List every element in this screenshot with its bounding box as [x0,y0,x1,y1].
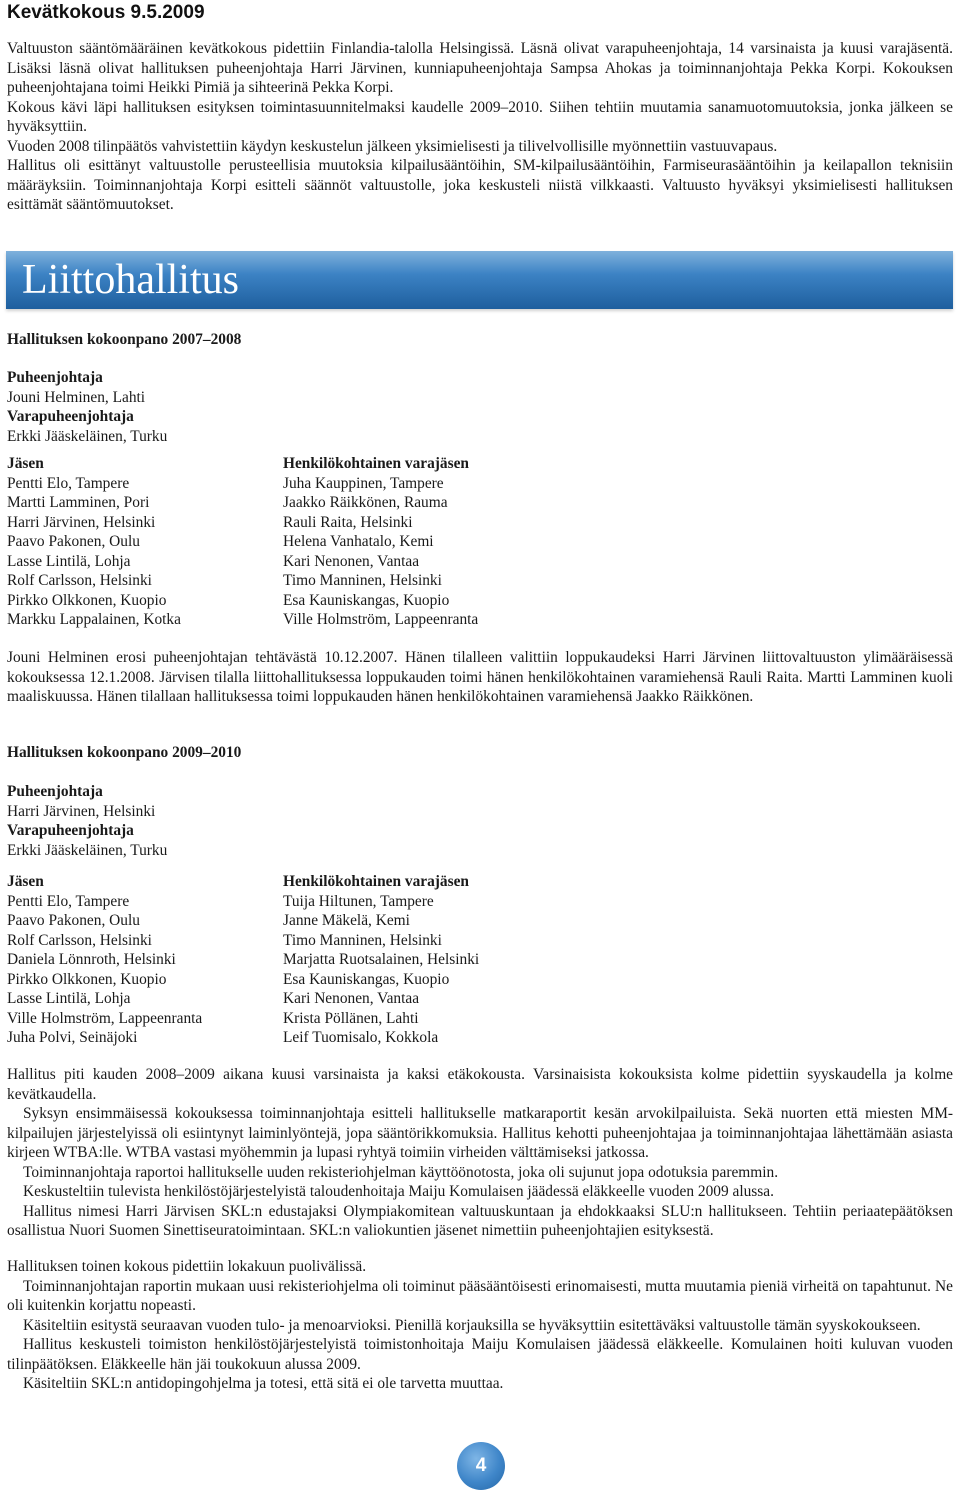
board-2009-heading: Hallituksen kokoonpano 2009–2010 [7,744,242,761]
list-item: Timo Manninen, Helsinki [283,572,442,589]
member-column-header: Jäsen [7,455,44,472]
chair-label: Puheenjohtaja [7,783,103,800]
board-activities-part-2 [7,1257,953,1394]
list-item: Pirkko Olkkonen, Kuopio [7,970,167,988]
board-2009-members [7,872,202,1048]
paragraph: Hallitus oli esittänyt valtuustolle perusteellisia muutoksia kilpailusääntöihin, SM-kilpailusääntöihin, Farmiseurasääntöihin ja keilapallon teknisiin määräyksiin. Toiminnanjohtaja Korpi esitteli säännöt valtuustolle, joka keskusteli niistä vilkkaasti. Valtuusto hyväksyi yksimielisesti hallituksen esittämät sääntömuutokset. [7,157,953,213]
list-item: Marjatta Ruotsalainen, Helsinki [283,951,480,968]
chair-name: Harri Järvinen, Helsinki [7,802,156,820]
list-item: Juha Polvi, Seinäjoki [7,1029,138,1046]
list-item: Tuija Hiltunen, Tampere [283,892,434,910]
list-item: Esa Kauniskangas, Kuopio [283,591,450,609]
section-title: Kevätkokous 9.5.2009 [7,2,205,23]
banner-title: Liittohallitus [22,257,239,303]
spring-meeting-text [7,39,953,215]
list-item: Juha Kauppinen, Tampere [283,474,444,492]
paragraph: Toiminnanjohtajan raportin mukaan uusi rekisteriohjelma oli toiminut pääsääntöisesti erinomaisesti, mutta muutamia pieniä virheitä on tapahtunut. Ne oli kuitenkin korjattu nopeasti. [7,1277,953,1314]
list-item: Krista Pöllänen, Lahti [283,1009,419,1027]
chair-label: Puheenjohtaja [7,369,103,386]
board-2007-deputies [283,454,478,630]
list-item: Paavo Pakonen, Oulu [7,912,140,929]
list-item: Leif Tuomisalo, Kokkola [283,1029,439,1046]
list-item: Kari Nenonen, Vantaa [283,990,420,1007]
list-item: Jaakko Räikkönen, Rauma [283,494,448,511]
paragraph: Valtuuston sääntömääräinen kevätkokous pidettiin Finlandia-talolla Helsingissä. Läsnä olivat varapuheenjohtaja, 14 varsinaista ja kuusi varajäsentä. Lisäksi läsnä olivat hallituksen puheenjohtaja Harri Järvinen, kunniapuheenjohtaja Sampsa Ahokas ja toiminnanjohtaja Pekka Korpi. Kokouksen puheenjohtajana toimi Heikki Pimiä ja sihteerinä Pekka Korpi. [7,40,953,96]
list-item: Pentti Elo, Tampere [7,474,130,492]
list-item: Martti Lamminen, Pori [7,494,150,511]
vice-chair-label: Varapuheenjohtaja [7,822,134,839]
vice-chair-label: Varapuheenjohtaja [7,408,134,425]
paragraph: Hallituksen toinen kokous pidettiin lokakuun puolivälissä. [7,1258,367,1275]
member-column-header: Jäsen [7,873,44,890]
chair-name: Jouni Helminen, Lahti [7,388,146,406]
section-banner [6,251,953,309]
list-item: Janne Mäkelä, Kemi [283,912,410,929]
list-item: Kari Nenonen, Vantaa [283,552,420,570]
list-item: Markku Lappalainen, Kotka [7,611,181,628]
board-2007-members [7,454,181,630]
paragraph: Toiminnanjohtaja raportoi hallitukselle uuden rekisteriohjelman käyttöönotosta, joka oli sujunut jopa odotuksia paremmin. [23,1163,779,1181]
paragraph: Kokous kävi läpi hallituksen esityksen toimintasuunnitelmaksi kaudelle 2009–2010. Siihen tehtiin muutamia sanamuotomuutoksia, jonka jälkeen se hyväksyttiin. [7,98,953,135]
deputy-column-header: Henkilökohtainen varajäsen [283,455,469,472]
list-item: Rolf Carlsson, Helsinki [7,572,152,589]
list-item: Pirkko Olkkonen, Kuopio [7,591,167,609]
paragraph: Keskusteltiin tulevista henkilöstöjärjestelyistä taloudenhoitaja Maiju Komulaisen jäädessä eläkkeelle vuoden 2009 alussa. [23,1183,774,1200]
list-item: Ville Holmström, Lappeenranta [283,611,479,628]
list-item: Timo Manninen, Helsinki [283,931,442,949]
paragraph: Hallitus nimesi Harri Järvisen SKL:n edustajaksi Olympiakomitean valtuuskuntaan ja ehdokkaaksi SLU:n hallitukseen. Tehtiin periaatepäätöksen osallistua Nuori Suomen Sinettiseuratoimintaan. SKL:n valiokuntien jäsenet nimettiin puheenjohtajien esityksestä. [7,1202,953,1239]
paragraph: Hallitus piti kauden 2008–2009 aikana kuusi varsinaista ja kaksi etäkokousta. Varsinaisista kokouksista kolme pidettiin syyskaudella ja kolme kevätkaudella. [7,1066,953,1103]
paragraph: Syksyn ensimmäisessä kokouksessa toiminnanjohtaja esitteli hallitukselle matkaraportit kesän arvokilpailuista. Sekä nuorten että miesten MM-kilpailujen järjestelyissä oli esiintynyt laiminlyöntejä, jopa sääntörikkomuksia. Hallitus kehotti puheenjohtajaa ja toiminnanjohtajaa lähettämään asiasta kirjeen WTBA:lle. WTBA vastasi myöhemmin ja lupasi ryhtyä toimiin virheiden välttämiseksi jatkossa. [7,1105,953,1161]
board-activities-part-1 [7,1065,953,1241]
list-item: Daniela Lönnroth, Helsinki [7,951,176,968]
list-item: Paavo Pakonen, Oulu [7,533,140,550]
list-item: Rauli Raita, Helsinki [283,513,413,531]
paragraph: Käsiteltiin esitystä seuraavan vuoden tulo- ja menoarvioksi. Pienillä korjauksilla se hyväksyttiin esitettäväksi valtuustolle tämän syyskokoukseen. [23,1316,921,1334]
list-item: Ville Holmström, Lappeenranta [7,1009,203,1027]
list-item: Pentti Elo, Tampere [7,892,130,910]
list-item: Esa Kauniskangas, Kuopio [283,970,450,988]
board-2007-leadership [7,368,167,446]
list-item: Rolf Carlsson, Helsinki [7,931,152,949]
paragraph: Käsiteltiin SKL:n antidopingohjelma ja totesi, että sitä ei ole tarvetta muuttaa. [23,1375,504,1392]
board-2009-leadership [7,782,167,860]
paragraph: Hallitus keskusteli toimiston henkilöstöjärjestelyistä toimistonhoitaja Maiju Komulaisen jäädessä eläkkeelle. Komulainen hoiti kuluvan vuoden tilinpäätöksen. Eläkkeelle hän jäi toukokuun alussa 2009. [7,1336,953,1373]
board-2007-note [7,648,953,707]
page-number-badge: 4 [457,1442,505,1490]
vice-chair-name: Erkki Jääskeläinen, Turku [7,427,168,445]
board-2009-deputies [283,872,479,1048]
list-item: Helena Vanhatalo, Kemi [283,533,434,550]
list-item: Lasse Lintilä, Lohja [7,990,131,1007]
deputy-column-header: Henkilökohtainen varajäsen [283,873,469,890]
list-item: Lasse Lintilä, Lohja [7,552,131,570]
vice-chair-name: Erkki Jääskeläinen, Turku [7,841,168,859]
paragraph: Vuoden 2008 tilinpäätös vahvistettiin käydyn keskustelun jälkeen yksimielisesti ja tilivelvollisille myönnettiin vastuuvapaus. [7,137,778,155]
list-item: Harri Järvinen, Helsinki [7,513,156,531]
board-2007-heading: Hallituksen kokoonpano 2007–2008 [7,331,242,348]
paragraph: Jouni Helminen erosi puheenjohtajan tehtävästä 10.12.2007. Hänen tilalleen valittiin loppukaudeksi Harri Järvinen liittovaltuuston ylimääräisessä kokouksessa 12.1.2008. Järvisen tilalla liittohallituksessa loppukauden toimi hänen henkilökohtainen varamiehensä Rauli Raita. Martti Lamminen kuoli maaliskuussa. Hänen tilallaan hallituksessa toimi loppukauden hänen henkilökohtainen varamiehensä Jaakko Räikkönen. [7,649,953,705]
